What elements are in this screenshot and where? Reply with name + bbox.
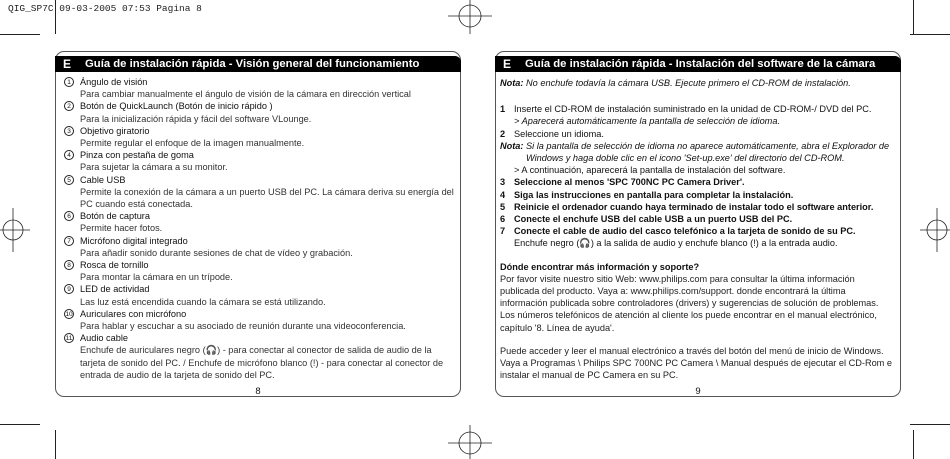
crop-mark [55,430,56,459]
item-description: Para añadir sonido durante sesiones de chat de vídeo y grabación. [80,247,353,258]
step-text: Inserte el CD-ROM de instalación suministrado en la unidad de CD-ROM-/ DVD del PC. [514,104,872,115]
registration-mark-right [920,200,950,260]
note-label: Nota: [500,140,524,151]
step-text: Siga las instrucciones en pantalla para completar la instalación. [514,189,794,200]
registration-mark-bottom [440,425,500,459]
item-title: Pinza con pestaña de goma [80,150,194,161]
page-number: 9 [695,386,701,397]
item-description: Permite regular el enfoque de la imagen manualmente. [80,138,305,149]
item-title: Cable USB [80,174,126,185]
feature-item [64,149,454,173]
feature-item [64,332,454,381]
item-number: 11 [65,335,73,343]
item-title: Objetivo giratorio [80,125,150,136]
registration-mark-left [0,200,30,260]
crop-mark [910,34,950,35]
feature-item [64,76,454,100]
info-paragraph: Por favor visite nuestro sitio Web: www.philips.com para consultar la última información publicada del producto. Vaya a: www.philips.com/support. donde encontrará la última información publicada sobre controladores (drivers) y sugerencias de solución de problemas. Los números telefónicos de atención al cliente los puede encontrar en el manual electrónico, capítulo '8. Línea de ayuda'. [500,273,879,333]
item-description: Para montar la cámara en un trípode. [80,272,233,283]
step-text: Conecte el enchufe USB del cable USB a un puerto USB del PC. [514,214,793,225]
language-letter: E [502,57,511,71]
install-step [500,201,894,213]
item-number: 8 [64,260,74,270]
section-title: Guía de instalación rápida - Instalación del software de la cámara [525,58,876,70]
install-step [500,128,894,140]
item-title: Auriculares con micrófono [80,308,187,319]
install-step [500,225,894,249]
page-number: 8 [255,386,261,397]
page-left [55,51,461,397]
crop-mark [55,0,56,34]
feature-item [64,174,454,211]
item-number: 1 [64,77,74,87]
item-number: 5 [64,175,74,185]
step-text: Seleccione un idioma. [514,128,604,139]
section-header [55,56,461,72]
page-right [495,51,901,397]
step-text: Seleccione al menos 'SPC 700NC PC Camera Driver'. [514,177,745,188]
item-number: 10 [65,310,73,318]
item-title: Botón de captura [80,211,150,222]
crop-mark [913,0,914,34]
item-number: 9 [64,284,74,294]
steps-list [500,176,894,249]
item-title: Ángulo de visión [80,77,148,87]
item-number: 4 [64,150,74,160]
crop-mark [910,424,950,425]
feature-item [64,308,454,332]
item-description: Las luz está encendida cuando la cámara se está utilizando. [80,296,326,307]
note-sub: > A continuación, aparecerá la pantalla de instalación del software. [514,165,786,176]
step-number: 6 [500,214,506,225]
install-step [500,103,894,127]
item-description: Enchufe de auriculares negro (🎧) - para conectar al conector de salida de audio de la tarjeta de sonido del PC. / Enchufe de micrófono blanco (!) - para conectar al conector de entrada de audio de la tarjeta de sonido del PC. [80,345,444,380]
step-text: Conecte el cable de audio del casco telefónico a la tarjeta de sonido de su PC. [514,226,856,237]
install-step [500,213,894,225]
install-step [500,189,894,201]
step-sub: Enchufe negro (🎧) a la salida de audio y enchufe blanco (!) a la entrada audio. [514,238,838,249]
feature-item [64,125,454,149]
item-title: Audio cable [80,333,129,344]
step-number: 1 [500,104,506,115]
note-1 [500,77,894,89]
printer-slug: QIG_SP7C 09-03-2005 07:53 Pagina 8 [8,3,202,14]
crop-mark [913,430,914,459]
note-label: Nota: [500,78,524,88]
item-description: Para cambiar manualmente el ángulo de visión de la cámara en dirección vertical [80,89,411,100]
step-sub: > Aparecerá automáticamente la pantalla de selección de idioma. [514,116,781,127]
item-description: Permite hacer fotos. [80,223,163,234]
registration-mark-top [440,0,500,34]
section-header [495,56,901,72]
item-number: 3 [64,126,74,136]
section-title: Guía de instalación rápida - Visión general del funcionamiento [85,58,420,70]
crop-mark [0,424,40,425]
feature-item [64,259,454,283]
note-text: No enchufe todavía la cámara USB. Ejecute primero el CD-ROM de instalación. [526,78,851,88]
item-title: Botón de QuickLaunch (Botón de inicio rápido ) [80,101,273,112]
feature-item [64,235,454,259]
step-number: 7 [500,226,506,237]
note-text: Si la pantalla de selección de idioma no aparece automáticamente, abra el Explorador de Windows y haga doble clic en el icono 'Set-up.exe' del directorio del CD-ROM. [526,140,890,164]
crop-mark [0,34,40,35]
steps-list [500,103,894,140]
item-description: Permite la conexión de la cámara a un puerto USB del PC. La cámara deriva su energía del PC cuando está conectada. [80,186,454,210]
item-title: Rosca de tornillo [80,260,149,271]
feature-item [64,100,454,124]
step-number: 2 [500,128,506,139]
info-paragraph: Puede acceder y leer el manual electrónico a través del botón del menú de inicio de Windows. Vaya a Programas \ Philips SPC 700NC PC Camera \ Manual después de ejecutar el CD-Rom e instalar el manual de PC Camera en su PC. [500,345,893,381]
item-description: Para hablar y escuchar a su asociado de reunión durante una videoconferencia. [80,321,406,332]
feature-item [64,283,454,307]
item-number: 6 [64,211,74,221]
step-number: 4 [500,189,506,200]
feature-item [64,210,454,234]
install-step [500,176,894,188]
item-description: Para sujetar la cámara a su monitor. [80,162,228,173]
step-text: Reinicie el ordenador cuando haya terminado de instalar todo el software anterior. [514,201,874,212]
feature-list [64,76,454,381]
item-number: 2 [64,101,74,111]
install-content [500,77,894,381]
step-number: 5 [500,201,506,212]
note-2 [500,140,894,177]
item-description: Para la inicialización rápida y fácil del software VLounge. [80,113,312,124]
item-title: Micrófono digital integrado [80,235,188,246]
item-title: LED de actividad [80,284,150,295]
language-letter: E [62,57,71,71]
info-heading: Dónde encontrar más información y soporte? [500,261,700,272]
step-number: 3 [500,177,506,188]
item-number: 7 [64,236,74,246]
